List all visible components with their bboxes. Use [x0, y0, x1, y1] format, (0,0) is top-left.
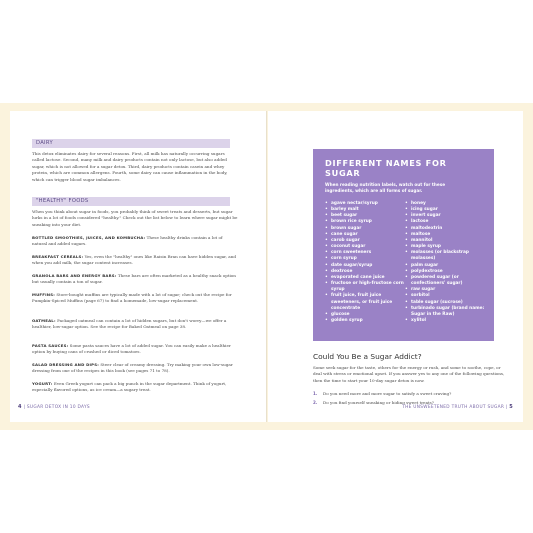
food-item-text: Steer clear of creamy dressing. Try making your own low-sugar dressing from one of the recipes in this book (see pages 71 to 78).: [32, 362, 233, 374]
list-item: • xylitol: [405, 318, 487, 324]
food-item: [32, 343, 238, 356]
food-item-text: Even Greek yogurt can pack a big punch in the sugar department. Think of yogurt, especially flavored options, as ice cream—a sugary treat.: [32, 381, 227, 393]
food-item-lead: OATMEAL:: [32, 318, 56, 323]
list-item: • corn sweeteners: [325, 250, 405, 256]
list-item: • carob sugar: [325, 238, 405, 244]
food-item-text: Packaged oatmeal can contain a lot of hidden sugars, but don't worry—we offer a healthier, low-sugar option. See the recipe for Baked Oatmeal on page 38.: [32, 318, 227, 330]
question-number: 2.: [313, 400, 318, 405]
food-item-lead: YOGURT:: [32, 381, 53, 386]
list-item: • mannitol: [405, 238, 487, 244]
list-item: • golden syrup: [325, 318, 405, 324]
food-item-lead: GRANOLA BARS AND ENERGY BARS:: [32, 273, 117, 278]
list-item: • evaporated cane juice: [325, 275, 405, 281]
food-item-lead: BOTTLED SMOOTHIES, JUICES, AND KOMBUCHA:: [32, 235, 146, 240]
food-item: [32, 292, 238, 305]
running-title: SUGAR DETOX IN 10 DAYS: [26, 405, 90, 410]
question-item: [313, 391, 505, 400]
food-item: [32, 235, 238, 248]
list-item: • fruit juice, fruit juice sweeteners, or fruit juice concentrate: [325, 293, 405, 311]
food-item-text: These healthy drinks contain a lot of natural and added sugars.: [32, 235, 223, 247]
sugar-list-column-2: [405, 201, 487, 324]
list-item: • agave nectar/syrup: [325, 201, 405, 207]
food-item-lead: MUFFINS:: [32, 292, 56, 297]
list-item: • dextrose: [325, 269, 405, 275]
list-item: • powdered sugar (or confectioners' sugar): [405, 275, 487, 287]
left-folio: [18, 404, 90, 410]
list-item: • maltose: [405, 232, 487, 238]
dairy-paragraph: This detox eliminates dairy for several reasons. First, all milk has naturally occurring sugars called lactose. Second, many milk and dairy products contain not only lactose, but also added sugar, which is not allowed for a sugar detox. Third, dairy products contain casein and whey protein, which are common allergens. Fourth, some dairy can cause inflammation in the body, which can trigger blood sugar imbalances.: [32, 151, 228, 182]
food-item: [32, 254, 238, 267]
list-item: • maltodextrin: [405, 226, 487, 232]
list-item: • raw sugar: [405, 287, 487, 293]
food-item: [32, 381, 238, 394]
list-item: • barley malt: [325, 207, 405, 213]
divider-bar: |: [23, 405, 26, 410]
right-folio: [402, 404, 513, 410]
list-item: • brown rice syrup: [325, 219, 405, 225]
gutter-divider: [266, 111, 267, 422]
book-spread: [0, 103, 533, 430]
page-number: 5: [509, 404, 513, 410]
list-item: • maple syrup: [405, 244, 487, 250]
food-item-lead: PASTA SAUCES:: [32, 343, 69, 348]
question-text: Do you find yourself sneaking or hiding sweet treats?: [323, 400, 434, 405]
section-title: Could You Be a Sugar Addict?: [313, 352, 422, 361]
food-item-lead: SALAD DRESSING AND DIPS:: [32, 362, 99, 367]
list-item: • molasses (or blackstrap molasses): [405, 250, 487, 262]
list-item: • polydextrose: [405, 269, 487, 275]
section-paragraph: Some seek sugar for the taste, others for the energy or rush, and some to soothe, cope, or deal with stress or emotional upset. If you answer yes to any one of the following questions, then the time to start your 10-day sugar detox is now.: [313, 365, 505, 383]
list-item: • turbinado sugar (brand name: Sugar in the Raw): [405, 306, 487, 318]
sidebar-title: DIFFERENT NAMES FOR SUGAR: [325, 158, 447, 178]
sidebar-intro: When reading nutrition labels, watch out for these ingredients, which are all forms of sugar.: [325, 182, 446, 193]
list-item: • lactose: [405, 219, 487, 225]
list-item: • cane sugar: [325, 232, 405, 238]
list-item: • invert sugar: [405, 213, 487, 219]
food-item-text: Yes, even the "healthy" ones like Raisin Bran can have hidden sugar, and when you add milk, the sugar content increases.: [32, 254, 236, 266]
food-item: [32, 318, 238, 331]
left-page: [10, 111, 267, 422]
page-number: 4: [18, 404, 22, 410]
food-item-text: Some pasta sauces have a lot of added sugar. You can easily make a healthier option by buying cans of crushed or diced tomatoes.: [32, 343, 231, 355]
dairy-heading: DAIRY: [32, 139, 230, 148]
sugar-names-sidebar: [313, 149, 494, 341]
question-text: Do you need more and more sugar to satisfy a sweet craving?: [323, 391, 452, 396]
sugar-list-column-1: [325, 201, 405, 324]
list-item: • brown sugar: [325, 226, 405, 232]
running-title: THE UNSWEETENED TRUTH ABOUT SUGAR: [402, 405, 505, 410]
food-item: [32, 273, 238, 286]
list-item: • table sugar (sucrose): [405, 300, 487, 306]
food-item: [32, 362, 238, 375]
divider-bar: |: [505, 405, 508, 410]
healthy-foods-heading: "HEALTHY" FOODS: [32, 197, 230, 206]
list-item: • fructose or high-fructose corn syrup: [325, 281, 405, 293]
food-item-lead: BREAKFAST CEREALS:: [32, 254, 84, 259]
list-item: • beet sugar: [325, 213, 405, 219]
list-item: • icing sugar: [405, 207, 487, 213]
food-item-text: Store-bought muffins are typically made with a lot of sugar; check out the recipe for Pumpkin-Spiced Muffins (page 67) to find a homemade, low-sugar replacement.: [32, 292, 232, 304]
list-item: • palm sugar: [405, 263, 487, 269]
food-item-text: These bars are often marketed as a healthy snack option but usually contain a ton of sugar.: [32, 273, 236, 285]
question-number: 1.: [313, 391, 318, 396]
list-item: • sorbitol: [405, 293, 487, 299]
list-item: • glucose: [325, 312, 405, 318]
list-item: • coconut sugar: [325, 244, 405, 250]
right-page: [268, 111, 523, 422]
list-item: • honey: [405, 201, 487, 207]
list-item: • corn syrup: [325, 256, 405, 262]
healthy-foods-intro: When you think about sugar in foods, you probably think of sweet treats and desserts, but sugar lurks in a lot of foods considered "healthy." Check out the list below to learn where sugar might be sneaking into your diet.: [32, 209, 238, 227]
list-item: • date sugar/syrup: [325, 263, 405, 269]
